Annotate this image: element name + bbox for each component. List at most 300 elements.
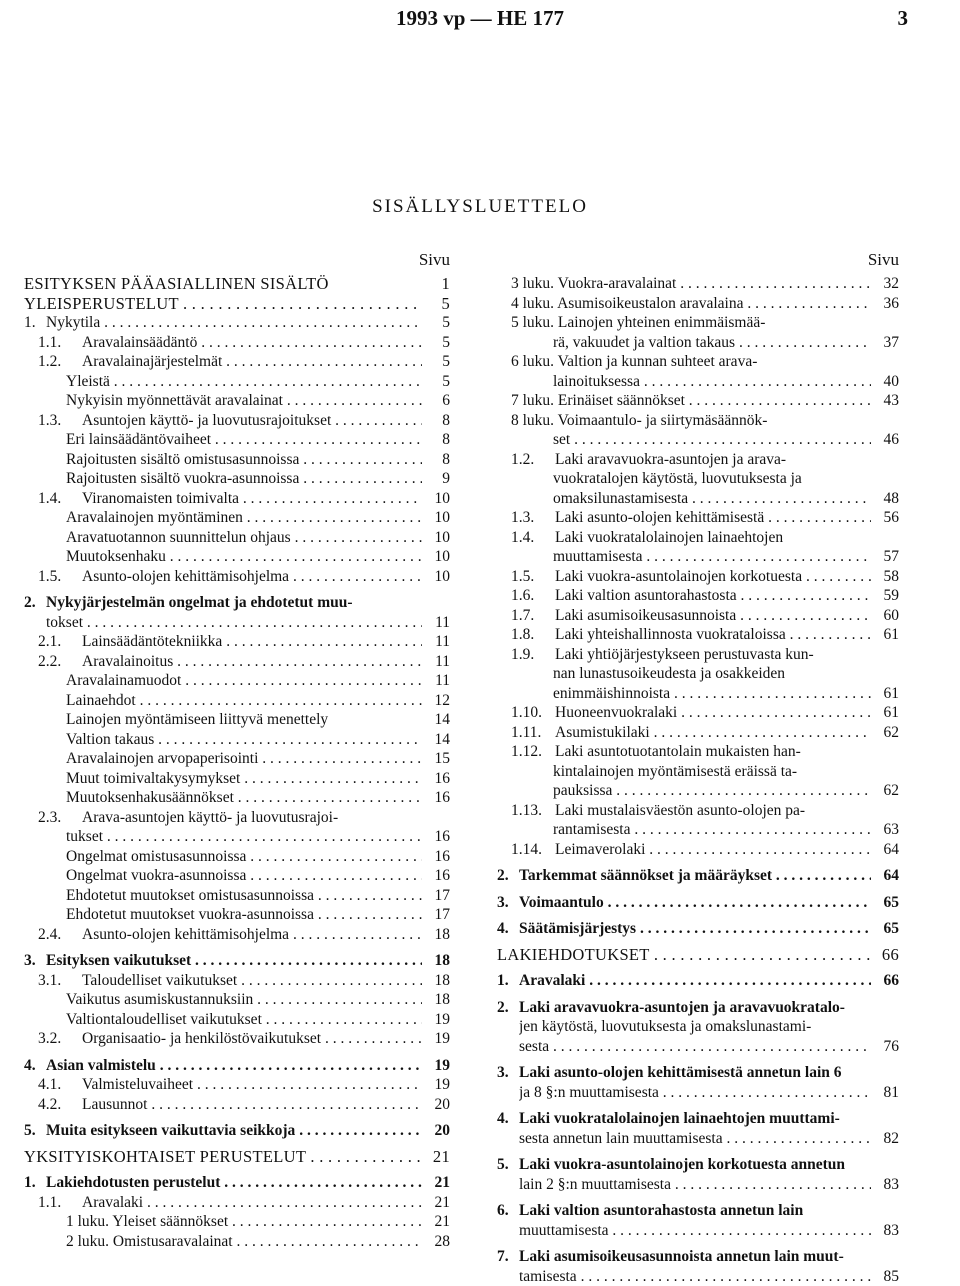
toc-entry <box>24 613 450 633</box>
toc-entry-label: muuttamisesta . . . <box>519 1221 871 1241</box>
toc-entry <box>24 508 450 528</box>
toc-entry <box>24 1212 450 1232</box>
toc-entry-label: Laki vuokratalolainojen lainaehtojen <box>555 528 871 548</box>
toc-entry-page: 16 <box>422 788 450 808</box>
toc-entry <box>497 1129 899 1149</box>
toc-entry-page: 62 <box>871 781 899 801</box>
toc-entry-label: Nykyisin myönnettävät aravalainat . . . <box>66 391 422 411</box>
toc-entry <box>497 528 899 548</box>
toc-entry <box>24 710 450 730</box>
toc-entry <box>24 294 450 314</box>
toc-entry <box>497 1267 899 1286</box>
toc-entry-page: 65 <box>871 893 899 913</box>
toc-entry <box>497 840 899 860</box>
toc-entry-page: 16 <box>422 866 450 886</box>
toc-entries <box>497 274 899 1286</box>
toc-entry-page: 83 <box>871 1221 899 1241</box>
toc-entry-page: 14 <box>422 710 450 730</box>
toc-entries <box>24 274 450 1251</box>
toc-entry-page: 65 <box>871 919 899 939</box>
toc-entry <box>497 919 899 939</box>
toc-entry-page: 5 <box>422 352 450 372</box>
toc-entry-label: Leimaverolaki . . . <box>555 840 871 860</box>
toc-entry-page: 62 <box>871 723 899 743</box>
toc-entry-label: 4 luku. Asumisoikeustalon aravalaina . . . <box>511 294 871 314</box>
toc-entry <box>24 925 450 945</box>
toc-entry-page: 16 <box>422 769 450 789</box>
toc-entry-page: 76 <box>871 1037 899 1057</box>
toc-entry-number: 1.5. <box>511 567 555 587</box>
toc-entry-label: Asian valmistelu . . . <box>46 1056 422 1076</box>
toc-entry-number: 1.11. <box>511 723 555 743</box>
toc-entry <box>24 1075 450 1095</box>
toc-entry <box>497 945 899 965</box>
toc-entry <box>497 372 899 392</box>
toc-entry-label: 8 luku. Voimaantulo- ja siirtymäsäännök- <box>511 411 871 431</box>
toc-entry-number: 1.3. <box>38 411 82 431</box>
toc-entry-label: Laki aravavuokra-asuntojen ja arava- <box>555 450 871 470</box>
toc-entry <box>497 294 899 314</box>
toc-entry-label: Aravatuotannon suunnittelun ohjaus . . . <box>66 528 422 548</box>
toc-entry <box>24 671 450 691</box>
toc-entry-page: 11 <box>422 632 450 652</box>
toc-entry-label: Ehdotetut muutokset vuokra-asunnoissa . . . <box>66 905 422 925</box>
toc-entry <box>497 606 899 626</box>
toc-entry-number: 2.3. <box>38 808 82 828</box>
toc-entry <box>24 1095 450 1115</box>
toc-entry-page: 18 <box>422 990 450 1010</box>
toc-entry-page: 14 <box>422 730 450 750</box>
toc-entry-label: nan lunastusoikeudesta ja osakkeiden <box>553 664 871 684</box>
toc-entry <box>497 508 899 528</box>
toc-entry <box>497 893 899 913</box>
toc-entry-page: 28 <box>422 1232 450 1252</box>
document-reference: 1993 vp — HE 177 <box>0 6 960 31</box>
toc-entry-label: Ongelmat omistusasunnoissa . . . <box>66 847 422 867</box>
toc-entry-number: 1.5. <box>38 567 82 587</box>
toc-entry-page: 21 <box>422 1147 450 1167</box>
toc-entry-page: 16 <box>422 827 450 847</box>
toc-entry <box>497 820 899 840</box>
toc-entry-page: 36 <box>871 294 899 314</box>
toc-entry-label: Laki yhteishallinnosta vuokrataloissa . . . <box>555 625 871 645</box>
toc-entry-number: 3.2. <box>38 1029 82 1049</box>
toc-entry-page: 10 <box>422 567 450 587</box>
toc-entry-label: lainoituksessa . . . <box>553 372 871 392</box>
toc-entry <box>24 274 450 294</box>
toc-entry-page: 21 <box>422 1212 450 1232</box>
toc-entry <box>24 652 450 672</box>
toc-entry-page: 19 <box>422 1010 450 1030</box>
toc-entry-page: 11 <box>422 652 450 672</box>
toc-entry-label: Laki asumisoikeusasunnoista . . . <box>555 606 871 626</box>
toc-entry-label: tokset . . . <box>46 613 422 633</box>
toc-entry-page: 17 <box>422 886 450 906</box>
toc-entry-number: 1.10. <box>511 703 555 723</box>
toc-entry <box>24 313 450 333</box>
toc-entry-label: jen käytöstä, luovutuksesta ja omakslunastami- <box>519 1017 871 1037</box>
toc-entry-label: Nykyjärjestelmän ongelmat ja ehdotetut muu- <box>46 593 422 613</box>
toc-entry <box>24 749 450 769</box>
toc-entry-number: 1.6. <box>511 586 555 606</box>
toc-right-column <box>497 250 899 1286</box>
toc-entry-page: 58 <box>871 567 899 587</box>
toc-entry-label: Laki vuokra-asuntolainojen korkotuesta annetun <box>519 1155 871 1175</box>
toc-entry-page: 18 <box>422 951 450 971</box>
toc-entry-number: 1.2. <box>38 352 82 372</box>
toc-entry-label: sesta annetun lain muuttamisesta . . . <box>519 1129 871 1149</box>
toc-entry <box>497 352 899 372</box>
toc-entry-number: 6. <box>497 1201 519 1221</box>
toc-entry <box>497 313 899 333</box>
toc-entry <box>24 1193 450 1213</box>
toc-entry-page: 8 <box>422 430 450 450</box>
toc-entry-label: kintalainojen myöntämisestä eräissä ta- <box>553 762 871 782</box>
toc-entry-label: sesta . . . <box>519 1037 871 1057</box>
toc-entry-number: 1.2. <box>511 450 555 470</box>
toc-entry <box>24 528 450 548</box>
toc-entry <box>24 372 450 392</box>
toc-entry-label: Laki yhtiöjärjestykseen perustuvasta kun- <box>555 645 871 665</box>
toc-entry <box>497 1155 899 1175</box>
toc-entry-label: Arava-asuntojen käyttö- ja luovutusrajoi- <box>82 808 422 828</box>
toc-entry-number: 2.2. <box>38 652 82 672</box>
toc-entry-label: Laki valtion asuntorahastosta . . . <box>555 586 871 606</box>
toc-entry-page: 19 <box>422 1056 450 1076</box>
toc-entry-label: Aravalainajärjestelmät . . . <box>82 352 422 372</box>
toc-entry-page: 10 <box>422 508 450 528</box>
toc-entry <box>497 703 899 723</box>
toc-entry <box>497 411 899 431</box>
toc-entry <box>497 1063 899 1083</box>
toc-entry-number: 3. <box>497 1063 519 1083</box>
toc-entry <box>497 547 899 567</box>
toc-entry-page: 5 <box>422 294 450 314</box>
toc-entry <box>24 489 450 509</box>
toc-entry-label: Esityksen vaikutukset . . . <box>46 951 422 971</box>
toc-entry-page: 8 <box>422 411 450 431</box>
toc-entry-label: lain 2 §:n muuttamisesta . . . <box>519 1175 871 1195</box>
toc-entry-label: Muutoksenhakusäännökset . . . <box>66 788 422 808</box>
toc-entry <box>497 762 899 782</box>
page-number: 3 <box>898 6 909 31</box>
toc-entry-label: pauksissa . . . <box>553 781 871 801</box>
toc-entry-number: 3. <box>24 951 46 971</box>
toc-entry-label: 5 luku. Lainojen yhteinen enimmäismää- <box>511 313 871 333</box>
toc-entry-page: 59 <box>871 586 899 606</box>
toc-entry <box>497 489 899 509</box>
toc-entry-page: 57 <box>871 547 899 567</box>
toc-entry <box>24 1010 450 1030</box>
toc-entry-page: 20 <box>422 1095 450 1115</box>
toc-entry-page: 61 <box>871 684 899 704</box>
toc-entry-label: Lakiehdotusten perustelut . . . <box>46 1173 422 1193</box>
toc-entry-page: 17 <box>422 905 450 925</box>
toc-entry-label: Asunto-olojen kehittämisohjelma . . . <box>82 567 422 587</box>
toc-entry <box>24 886 450 906</box>
toc-entry <box>497 781 899 801</box>
toc-entry-label: Taloudelliset vaikutukset . . . <box>82 971 422 991</box>
toc-entry-label: Säätämisjärjestys . . . <box>519 919 871 939</box>
toc-entry-label: Lainaehdot . . . <box>66 691 422 711</box>
toc-entry-number: 1.4. <box>511 528 555 548</box>
toc-entry <box>497 450 899 470</box>
toc-entry-page: 5 <box>422 372 450 392</box>
toc-entry-label: Rajoitusten sisältö omistusasunnoissa . . . <box>66 450 422 470</box>
toc-entry <box>24 593 450 613</box>
toc-entry-label: Organisaatio- ja henkilöstövaikutukset . . . <box>82 1029 422 1049</box>
toc-entry <box>497 971 899 991</box>
toc-entry-number: 1.12. <box>511 742 555 762</box>
toc-entry-page: 32 <box>871 274 899 294</box>
toc-entry-label: muuttamisesta . . . <box>553 547 871 567</box>
toc-entry-page: 83 <box>871 1175 899 1195</box>
toc-entry-number: 4. <box>497 1109 519 1129</box>
toc-entry-label: 6 luku. Valtion ja kunnan suhteet arava- <box>511 352 871 372</box>
toc-entry-page: 66 <box>871 945 899 965</box>
toc-entry-label: Valtion takaus . . . <box>66 730 422 750</box>
toc-entry-page: 19 <box>422 1075 450 1095</box>
toc-entry <box>24 1173 450 1193</box>
toc-entry-label: Laki mustalaisväestön asunto-olojen pa- <box>555 801 871 821</box>
toc-entry-label: Valtiontaloudelliset vaikutukset . . . <box>66 1010 422 1030</box>
toc-entry-number: 1.7. <box>511 606 555 626</box>
toc-entry-page: 61 <box>871 625 899 645</box>
toc-entry <box>497 567 899 587</box>
toc-entry-page: 18 <box>422 971 450 991</box>
toc-entry-label: enimmäishinnoista . . . <box>553 684 871 704</box>
toc-entry-label: rantamisesta . . . <box>553 820 871 840</box>
toc-entry-label: Laki vuokra-asuntolainojen korkotuesta . . . <box>555 567 871 587</box>
toc-entry <box>497 723 899 743</box>
page-header <box>0 0 960 40</box>
toc-entry-label: YKSITYISKOHTAISET PERUSTELUT . . . <box>24 1147 422 1167</box>
toc-entry <box>497 742 899 762</box>
toc-entry-page: 48 <box>871 489 899 509</box>
toc-entry-number: 2. <box>497 998 519 1018</box>
toc-entry-label: Asunto-olojen kehittämisohjelma . . . <box>82 925 422 945</box>
toc-entry <box>24 547 450 567</box>
toc-entry <box>24 352 450 372</box>
toc-entry-page: 10 <box>422 528 450 548</box>
toc-entry-label: omaksilunastamisesta . . . <box>553 489 871 509</box>
toc-entry <box>497 625 899 645</box>
toc-entry-number: 3.1. <box>38 971 82 991</box>
toc-entry-page: 9 <box>422 469 450 489</box>
toc-entry <box>24 391 450 411</box>
toc-entry-page: 10 <box>422 547 450 567</box>
toc-entry <box>24 430 450 450</box>
toc-entry-number: 2. <box>497 866 519 886</box>
toc-entry-number: 1.14. <box>511 840 555 860</box>
toc-entry <box>24 632 450 652</box>
toc-entry-page: 1 <box>422 274 450 294</box>
toc-entry <box>24 866 450 886</box>
toc-entry-label: LAKIEHDOTUKSET . . . <box>497 945 871 965</box>
toc-entry <box>497 684 899 704</box>
toc-entry <box>497 1037 899 1057</box>
toc-entry-label: Ehdotetut muutokset omistusasunnoissa . . . <box>66 886 422 906</box>
toc-entry <box>497 1083 899 1103</box>
toc-entry <box>24 411 450 431</box>
toc-entry-number: 4. <box>497 919 519 939</box>
toc-entry <box>497 333 899 353</box>
toc-entry-label: tamisesta . . . <box>519 1267 871 1286</box>
toc-entry-label: set . . . <box>553 430 871 450</box>
toc-entry <box>24 827 450 847</box>
toc-entry-page: 64 <box>871 866 899 886</box>
toc-entry-number: 1.9. <box>511 645 555 665</box>
toc-entry <box>24 951 450 971</box>
toc-entry-label: Muutoksenhaku . . . <box>66 547 422 567</box>
toc-entry-label: 3 luku. Vuokra-aravalainat . . . <box>511 274 871 294</box>
toc-entry-label: ja 8 §:n muuttamisesta . . . <box>519 1083 871 1103</box>
toc-entry <box>497 645 899 665</box>
toc-entry-page: 66 <box>871 971 899 991</box>
toc-left-column <box>24 250 450 1251</box>
toc-entry-page: 43 <box>871 391 899 411</box>
toc-entry-number: 3. <box>497 893 519 913</box>
toc-entry-number: 1.1. <box>38 333 82 353</box>
toc-entry-number: 1. <box>497 971 519 991</box>
toc-entry <box>497 1221 899 1241</box>
toc-entry-page: 82 <box>871 1129 899 1149</box>
toc-entry <box>497 1247 899 1267</box>
toc-entry-label: Muita esitykseen vaikuttavia seikkoja . . . <box>46 1121 422 1141</box>
toc-entry <box>24 788 450 808</box>
toc-entry-page: 10 <box>422 489 450 509</box>
toc-entry <box>24 333 450 353</box>
toc-entry <box>24 1121 450 1141</box>
toc-entry-label: 1 luku. Yleiset säännökset . . . <box>66 1212 422 1232</box>
toc-entry-page: 18 <box>422 925 450 945</box>
toc-entry-label: Laki aravavuokra-asuntojen ja aravavuokratalo- <box>519 998 871 1018</box>
toc-entry-label: YLEISPERUSTELUT . . . <box>24 294 422 314</box>
toc-entry-label: vuokratalojen käytöstä, luovutuksesta ja <box>553 469 871 489</box>
toc-entry <box>497 469 899 489</box>
toc-entry-label: Yleistä . . . <box>66 372 422 392</box>
toc-entry-number: 5. <box>497 1155 519 1175</box>
toc-entry <box>24 1232 450 1252</box>
toc-entry <box>24 567 450 587</box>
toc-entry-number: 1. <box>24 1173 46 1193</box>
toc-entry-label: ESITYKSEN PÄÄASIALLINEN SISÄLTÖ <box>24 274 422 294</box>
toc-entry-number: 2.4. <box>38 925 82 945</box>
toc-entry-label: tukset . . . <box>66 827 422 847</box>
toc-entry-page: 19 <box>422 1029 450 1049</box>
toc-entry-page: 63 <box>871 820 899 840</box>
toc-entry-label: Aravalaki . . . <box>82 1193 422 1213</box>
toc-entry-label: Tarkemmat säännökset ja määräykset . . . <box>519 866 871 886</box>
toc-entry-label: Lausunnot . . . <box>82 1095 422 1115</box>
toc-entry-label: Aravalaki . . . <box>519 971 871 991</box>
toc-entry-label: Laki valtion asuntorahastosta annetun lain <box>519 1201 871 1221</box>
toc-entry-page: 11 <box>422 671 450 691</box>
toc-entry <box>24 730 450 750</box>
page-title: SISÄLLYSLUETTELO <box>0 196 960 218</box>
toc-entry-label: Huoneenvuokralaki . . . <box>555 703 871 723</box>
toc-entry-number: 4.1. <box>38 1075 82 1095</box>
toc-entry <box>24 450 450 470</box>
toc-entry-number: 1. <box>24 313 46 333</box>
toc-entry-label: Ongelmat vuokra-asunnoissa . . . <box>66 866 422 886</box>
toc-entry <box>497 586 899 606</box>
toc-entry-page: 81 <box>871 1083 899 1103</box>
toc-entry-label: Rajoitusten sisältö vuokra-asunnoissa . . . <box>66 469 422 489</box>
toc-entry-number: 5. <box>24 1121 46 1141</box>
toc-entry-label: Aravalainamuodot . . . <box>66 671 422 691</box>
sivu-label: Sivu <box>24 250 450 270</box>
toc-entry-number: 1.8. <box>511 625 555 645</box>
toc-entry-page: 8 <box>422 450 450 470</box>
toc-entry <box>24 808 450 828</box>
toc-entry <box>24 1056 450 1076</box>
toc-entry-label: Voimaantulo . . . <box>519 893 871 913</box>
toc-entry <box>24 1029 450 1049</box>
toc-entry <box>24 1147 450 1167</box>
toc-entry-label: Lainsäädäntötekniikka . . . <box>82 632 422 652</box>
toc-entry-label: 2 luku. Omistusaravalainat . . . <box>66 1232 422 1252</box>
toc-entry <box>497 430 899 450</box>
toc-entry <box>497 1201 899 1221</box>
toc-entry-label: Laki vuokratalolainojen lainaehtojen muuttami- <box>519 1109 871 1129</box>
toc-entry-label: Muut toimivaltakysymykset . . . <box>66 769 422 789</box>
toc-entry <box>24 691 450 711</box>
toc-entry-page: 5 <box>422 333 450 353</box>
toc-entry-number: 2. <box>24 593 46 613</box>
toc-entry-page: 64 <box>871 840 899 860</box>
toc-entry <box>24 990 450 1010</box>
toc-entry <box>497 1017 899 1037</box>
toc-entry-label: Eri lainsäädäntövaiheet . . . <box>66 430 422 450</box>
toc-entry <box>24 905 450 925</box>
toc-entry <box>497 801 899 821</box>
toc-entry-number: 4. <box>24 1056 46 1076</box>
toc-entry-label: rä, vakuudet ja valtion takaus . . . <box>553 333 871 353</box>
toc-entry-label: Asumistukilaki . . . <box>555 723 871 743</box>
toc-entry-label: Asuntojen käyttö- ja luovutusrajoitukset . . . <box>82 411 422 431</box>
toc-entry-page: 21 <box>422 1173 450 1193</box>
toc-entry-page: 37 <box>871 333 899 353</box>
sivu-label: Sivu <box>497 250 899 270</box>
toc-entry-page: 11 <box>422 613 450 633</box>
toc-entry-number: 2.1. <box>38 632 82 652</box>
toc-entry <box>24 769 450 789</box>
toc-entry-page: 85 <box>871 1267 899 1286</box>
toc-entry <box>497 664 899 684</box>
toc-entry-page: 20 <box>422 1121 450 1141</box>
toc-entry-label: Valmisteluvaiheet . . . <box>82 1075 422 1095</box>
toc-entry-label: Aravalainoitus . . . <box>82 652 422 672</box>
toc-entry-number: 1.1. <box>38 1193 82 1213</box>
toc-entry-label: Aravalainojen arvopaperisointi . . . <box>66 749 422 769</box>
toc-entry <box>24 847 450 867</box>
toc-entry-label: 7 luku. Erinäiset säännökset . . . <box>511 391 871 411</box>
toc-entry-page: 5 <box>422 313 450 333</box>
toc-entry-label: Lainojen myöntämiseen liittyvä menettely <box>66 710 422 730</box>
toc-entry-number: 1.4. <box>38 489 82 509</box>
toc-entry <box>497 998 899 1018</box>
toc-entry <box>497 391 899 411</box>
toc-entry-page: 21 <box>422 1193 450 1213</box>
toc-entry <box>24 971 450 991</box>
toc-entry <box>497 1109 899 1129</box>
toc-entry-page: 6 <box>422 391 450 411</box>
toc-entry-number: 4.2. <box>38 1095 82 1115</box>
toc-entry-label: Laki asuntotuotantolain mukaisten han- <box>555 742 871 762</box>
toc-entry-label: Nykytila . . . <box>46 313 422 333</box>
toc-entry-page: 12 <box>422 691 450 711</box>
